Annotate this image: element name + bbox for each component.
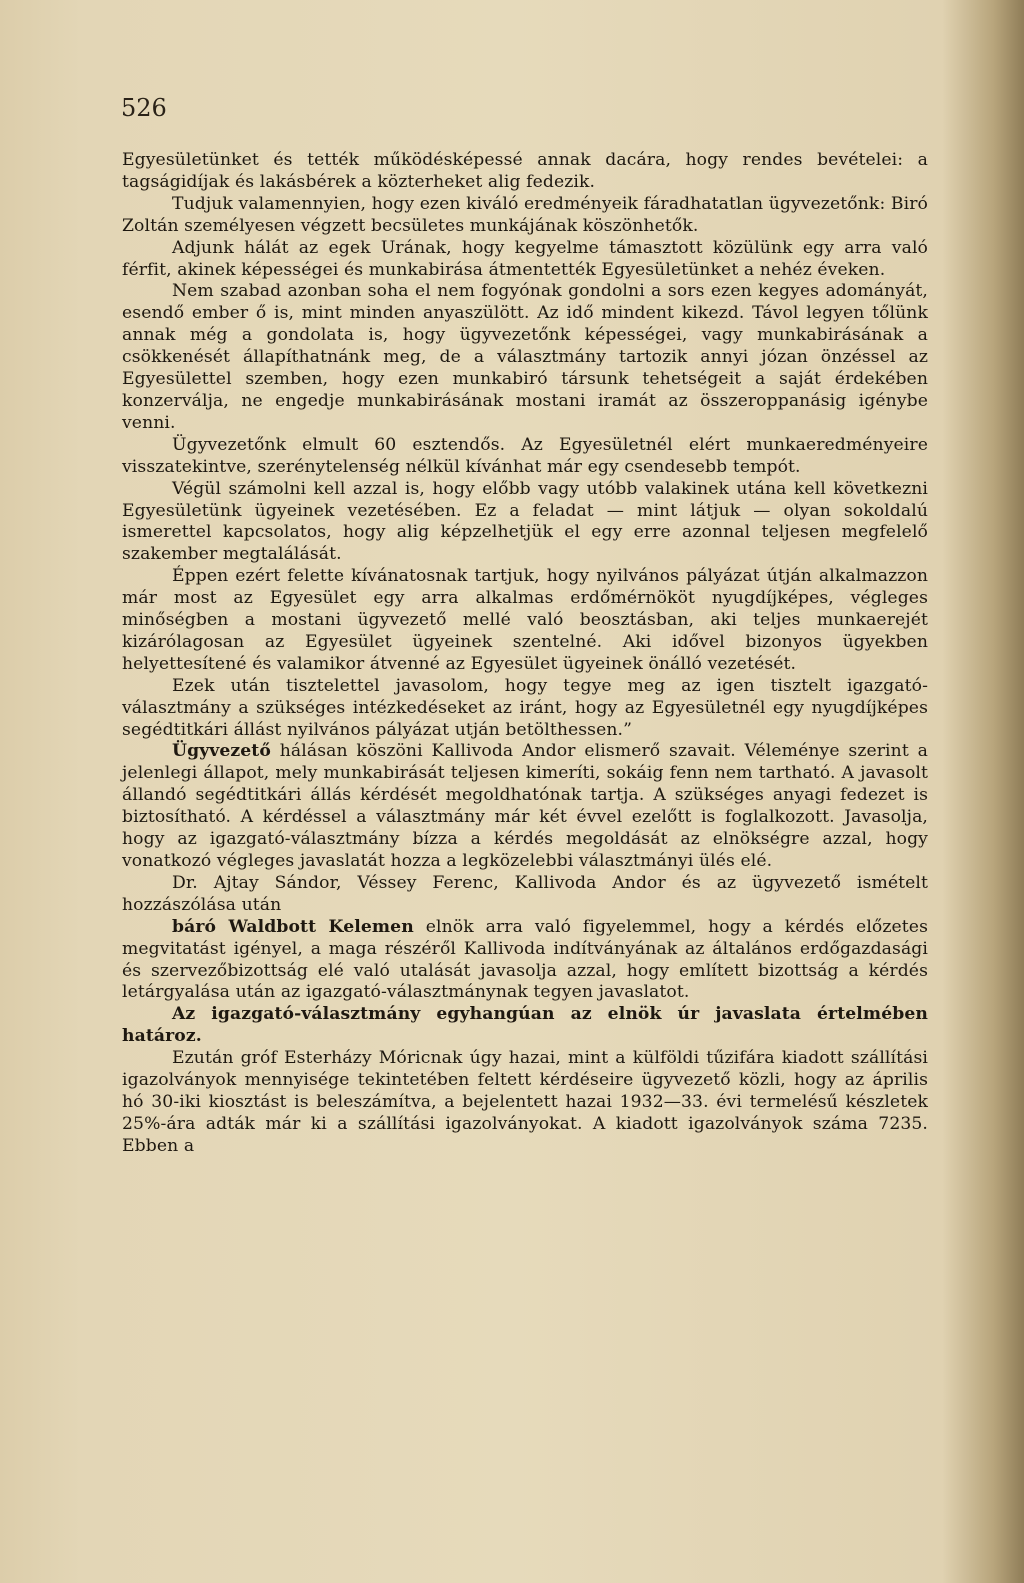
paragraph-text: hálásan köszöni Kallivoda Andor elismerő szavait. Véleménye szerint a jelenlegi állapot, mely munkabirását teljesen kimeríti, sokáig fenn nem tartható. A javasolt állandó segédtitkári állás kérdését megoldhatónak tartja. A szükséges anyagi fedezet is biztosítható. A kérdéssel a választmány már két évvel ezelőtt is foglalkozott. Javasolja, hogy az igazgató-választmány bízza a kérdés megoldását az elnökségre azzal, hogy vonatkozó végleges javaslatát hozza a legközelebbi választmányi ülés elé. [122, 741, 928, 871]
paragraph [122, 741, 928, 872]
paragraph: Nem szabad azonban soha el nem fogyónak gondolni a sors ezen kegyes adományát, esendő ember ő is, mint minden anyaszülött. Az idő mindent kikezd. Távol legyen tőlünk annak még a gondolata is, hogy ügyvezetőnk képességei, vagy munkabirásának a csökkenését állapíthatnánk meg, de a választmány tartozik annyi józan önzéssel az Egyesülettel szemben, hogy ezen munkabiró társunk tehetségeit a saját érdekében konzerválja, ne engedje munkabirásának mostani iramát az összeroppanásig igénybe venni. [122, 281, 928, 433]
page-number: 526 [121, 94, 167, 122]
paragraph-lead: Ügyvezető [172, 741, 271, 762]
paragraph-lead: báró Waldbott Kelemen [172, 916, 414, 937]
paragraph: Éppen ezért felette kívánatosnak tartjuk, hogy nyilvános pályázat útján alkalmazzon már most az Egyesület egy arra alkalmas erdőmérnököt nyugdíjképes, végleges minőségben a mostani ügyvezető mellé való beosztásban, aki teljes munkaerejét kizárólagosan az Egyesület ügyeinek szentelné. Aki idővel bizonyos ügyekben helyettesítené és valamikor átvenné az Egyesület ügyeinek önálló vezetését. [122, 566, 928, 674]
paragraph [122, 917, 928, 1005]
resolution-paragraph: Az igazgató-választmány egyhangúan az elnök úr javaslata értelmében határoz. [122, 1004, 928, 1047]
paragraph: Végül számolni kell azzal is, hogy előbb vagy utóbb valakinek utána kell következni Egyesületünk ügyeinek vezetésében. Ez a feladat — mint látjuk — olyan sokoldalú ismerettel kapcsolatos, hogy alig képzelhetjük el egy erre azonnal teljesen megfelelő szakember megtalálását. [122, 478, 928, 565]
paragraph: Ezek után tisztelettel javasolom, hogy tegye meg az igen tisztelt igazgató-választmány a szükséges intézkedéseket az iránt, hogy az Egyesületnél egy nyugdíjképes segédtitkári állást nyilvános pályázat utján betölthessen.” [122, 675, 928, 740]
paragraph: Tudjuk valamennyien, hogy ezen kiváló eredményeik fáradhatatlan ügyvezetőnk: Biró Zoltán személyesen végzett becsületes munkájának köszönhetők. [122, 193, 928, 236]
paragraph: Egyesületünket és tették működésképessé annak dacára, hogy rendes bevételei: a tagságidíjak és lakásbérek a közterheket alig fedezik. [122, 150, 928, 192]
paragraph-text: elnök arra való figyelemmel, hogy a kérdés előzetes megvitatást igényel, a maga részéről Kallivoda indítványának az általános erdőgazdasági és szervezőbizottság elé való utalását javasolja azzal, hogy említett bizottság a kérdés letárgyalása után az igazgató-választmánynak tegyen javaslatot. [122, 916, 928, 1003]
paragraph: Ügyvezetőnk elmult 60 esztendős. Az Egyesületnél elért munkaeredményeire visszatekintve, szerénytelenség nélkül kívánhat már egy csendesebb tempót. [122, 434, 928, 477]
body-text [122, 150, 928, 1158]
paragraph: Adjunk hálát az egek Urának, hogy kegyelme támasztott közülünk egy arra való férfit, akinek képességei és munkabirása átmentették Egyesületünket a nehéz éveken. [122, 237, 928, 280]
paragraph: Ezután gróf Esterházy Móricnak úgy hazai, mint a külföldi tűzifára kiadott szállítási igazolványok mennyisége tekintetében feltett kérdéseire ügyvezető közli, hogy az április hó 30-iki kiosztást is beleszámítva, a bejelentett hazai 1932—33. évi termelésű készletek 25%-ára adták már ki a szállítási igazolványokat. A kiadott igazolványok száma 7235. Ebben a [122, 1048, 928, 1156]
paragraph: Dr. Ajtay Sándor, Véssey Ferenc, Kallivoda Andor és az ügyvezető ismételt hozzászólása után [122, 872, 928, 915]
